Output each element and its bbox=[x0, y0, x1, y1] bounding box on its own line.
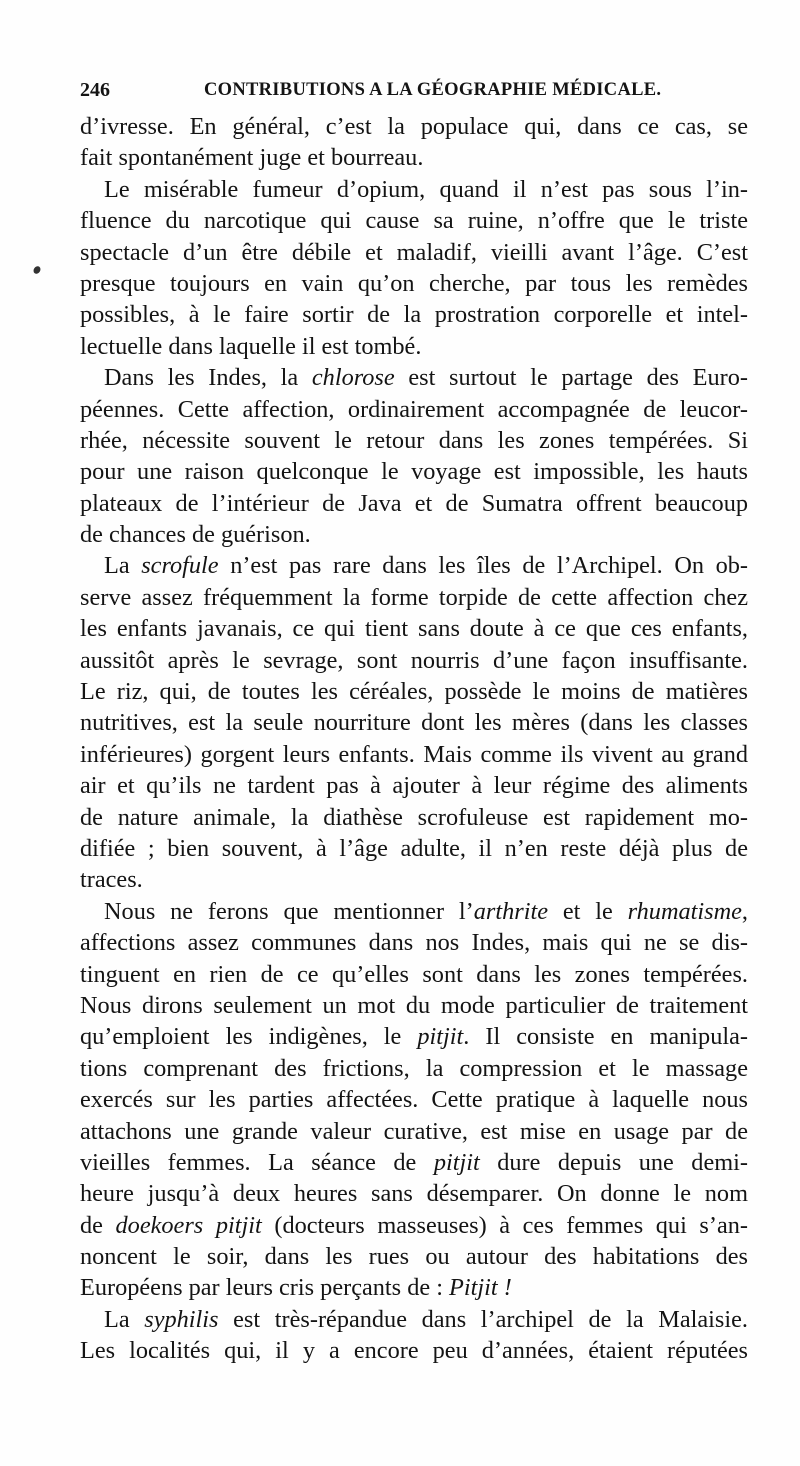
text-line bbox=[80, 1272, 748, 1303]
text-line: possibles, à le faire sortir de la prostration corporelle et intel- bbox=[80, 301, 748, 329]
italic-term: pitjit bbox=[417, 1023, 464, 1051]
text-run: est surtout le partage des Euro- bbox=[394, 364, 748, 392]
text-line: Nous dirons seulement un mot du mode particulier de traitement bbox=[80, 991, 748, 1019]
text-line: inférieures) gorgent leurs enfants. Mais comme ils vivent au grand bbox=[80, 740, 748, 768]
italic-term: Pitjit ! bbox=[449, 1274, 512, 1302]
text-run: est très-répandue dans l’archipel de la Malaisie. bbox=[218, 1305, 748, 1333]
text-line: attachons une grande valeur curative, est mise en usage par de bbox=[80, 1117, 748, 1145]
text-line: rhée, nécessite souvent le retour dans les zones tempérées. Si bbox=[80, 426, 748, 454]
text-line bbox=[80, 1304, 748, 1335]
italic-term: doekoers pitjit bbox=[115, 1211, 262, 1239]
text-run: . Il consiste en manipula- bbox=[463, 1023, 748, 1051]
text-line: lectuelle dans laquelle il est tombé. bbox=[80, 332, 422, 360]
text-run: , bbox=[741, 897, 748, 925]
text-run: Nous ne ferons que mentionner l’ bbox=[104, 897, 474, 925]
text-line: de chances de guérison. bbox=[80, 521, 311, 549]
text-line: traces. bbox=[80, 866, 143, 894]
italic-term: rhumatisme bbox=[627, 897, 742, 925]
text-line: exercés sur les parties affectées. Cette pratique à laquelle nous bbox=[80, 1086, 748, 1114]
text-run: (docteurs masseuses) à ces femmes qui s’an- bbox=[261, 1211, 748, 1239]
margin-ink-mark bbox=[32, 265, 42, 275]
italic-term: scrofule bbox=[141, 552, 219, 580]
text-line: difiée ; bien souvent, à l’âge adulte, il n’en reste déjà plus de bbox=[80, 834, 748, 862]
text-line: spectacle d’un être débile et maladif, vieilli avant l’âge. C’est bbox=[80, 238, 748, 266]
text-line bbox=[80, 1210, 748, 1241]
text-line: péennes. Cette affection, ordinairement accompagnée de leucor- bbox=[80, 395, 748, 423]
text-line: tions comprenant des frictions, la compression et le massage bbox=[80, 1054, 748, 1082]
italic-term: pitjit bbox=[433, 1148, 480, 1176]
text-line: plateaux de l’intérieur de Java et de Sumatra offrent beaucoup bbox=[80, 489, 748, 517]
text-line bbox=[80, 1021, 748, 1052]
italic-term: arthrite bbox=[473, 897, 549, 925]
text-run: de bbox=[80, 1211, 116, 1239]
text-line: pour une raison quelconque le voyage est impossible, les hauts bbox=[80, 458, 748, 486]
text-line: nutritives, est la seule nourriture dont les mères (dans les classes bbox=[80, 709, 748, 737]
text-line: affections assez communes dans nos Indes, mais qui ne se dis- bbox=[80, 929, 748, 957]
running-head bbox=[80, 76, 750, 104]
text-run: La bbox=[104, 552, 142, 580]
text-line: fluence du narcotique qui cause sa ruine, n’offre que le triste bbox=[80, 207, 748, 235]
text-line: d’ivresse. En général, c’est la populace qui, dans ce cas, se bbox=[80, 113, 748, 140]
text-run: n’est pas rare dans les îles de l’Archipel. On ob- bbox=[218, 552, 748, 580]
text-line: Le riz, qui, de toutes les céréales, possède le moins de matières bbox=[80, 678, 748, 706]
text-line: serve assez fréquemment la forme torpide de cette affection chez bbox=[80, 583, 748, 611]
text-line: air et qu’ils ne tardent pas à ajouter à leur régime des aliments bbox=[80, 772, 748, 800]
italic-term: syphilis bbox=[144, 1305, 219, 1333]
text-line bbox=[80, 896, 748, 927]
text-line: Le misérable fumeur d’opium, quand il n’est pas sous l’in- bbox=[104, 175, 748, 203]
text-line: les enfants javanais, ce qui tient sans doute à ce que ces enfants, bbox=[80, 615, 748, 643]
text-run: La bbox=[104, 1305, 145, 1333]
text-run: et le bbox=[548, 897, 628, 925]
text-line: de nature animale, la diathèse scrofuleuse est rapidement mo- bbox=[80, 803, 748, 831]
text-run: qu’emploient les indigènes, le bbox=[80, 1023, 418, 1051]
italic-term: chlorose bbox=[311, 364, 395, 392]
text-run: Européens par leurs cris perçants de : bbox=[80, 1274, 450, 1302]
text-run: Dans les Indes, la bbox=[104, 364, 312, 392]
text-line: aussitôt après le sevrage, sont nourris d’une façon insuffisante. bbox=[80, 646, 748, 674]
text-run: dure depuis une demi- bbox=[479, 1148, 748, 1176]
text-line: presque toujours en vain qu’on cherche, par tous les remèdes bbox=[80, 269, 748, 297]
text-run: vieilles femmes. La séance de bbox=[80, 1148, 434, 1176]
text-line bbox=[80, 1147, 748, 1178]
text-line bbox=[80, 550, 748, 581]
text-line: heure jusqu’à deux heures sans désemparer. On donne le nom bbox=[80, 1180, 748, 1208]
text-line bbox=[80, 362, 748, 393]
text-line: tinguent en rien de ce qu’elles sont dans les zones tempérées. bbox=[80, 960, 748, 988]
page-number: 246 bbox=[80, 79, 110, 101]
running-title: CONTRIBUTIONS A LA GÉOGRAPHIE MÉDICALE. bbox=[204, 80, 662, 100]
body-text bbox=[80, 111, 748, 1367]
text-line: fait spontanément juge et bourreau. bbox=[80, 144, 424, 172]
text-line: Les localités qui, il y a encore peu d’années, étaient réputées bbox=[80, 1337, 748, 1365]
text-line: noncent le soir, dans les rues ou autour des habitations des bbox=[80, 1243, 748, 1271]
